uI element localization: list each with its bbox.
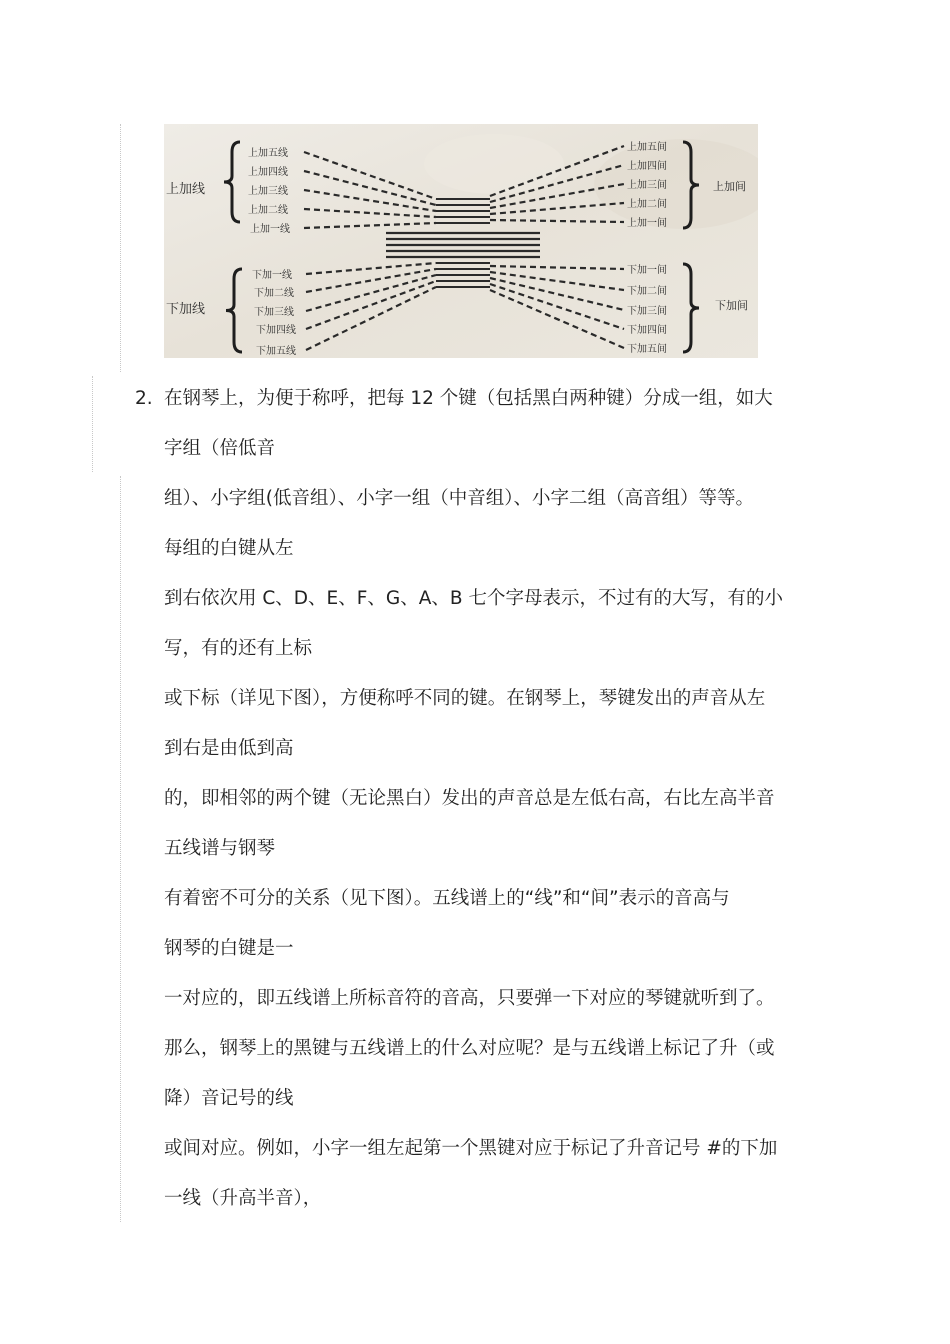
paragraph-line: 一对应的，即五线谱上所标音符的音高，只要弹一下对应的琴键就听到了。 [164,988,775,1009]
diagram-label: 上加五间 [627,142,667,153]
diagram-label: 上加二线 [248,205,288,216]
paragraph-line: 钢琴的白键是一 [164,938,294,959]
paragraph-line: 到右依次用 C、D、E、F、G、A、B 七个字母表示，不过有的大写，有的小 [164,588,783,609]
list-number: 2. [135,388,153,409]
diagram-label: 下加四线 [256,325,296,336]
paragraph-line: 每组的白键从左 [164,538,294,559]
paragraph-line: 一线（升高半音）， [164,1188,322,1209]
paragraph-line: 组）、小字组(低音组）、小字一组（中音组）、小字二组（高音组）等等。 [164,488,754,509]
diagram-label: 下加三线 [254,307,294,318]
diagram-label: 下加五线 [256,346,296,357]
paragraph-line: 在钢琴上，为便于称呼，把每 12 个键（包括黑白两种键）分成一组，如大 [164,388,773,409]
paragraph-line: 那么，钢琴上的黑键与五线谱上的什么对应呢？是与五线谱上标记了升（或 [164,1038,775,1059]
lower-ledger-title: 下加线 [166,302,206,317]
paragraph-line: 到右是由低到高 [164,738,294,759]
paragraph-line: 五线谱与钢琴 [164,838,276,859]
paragraph-line: 字组（倍低音 [164,438,276,459]
upper-space-title: 上加间 [713,180,746,193]
paragraph-line: 或间对应。例如，小字一组左起第一个黑键对应于标记了升音记号 #的下加 [164,1138,778,1159]
diagram-label: 下加四间 [627,325,667,336]
diagram-label: 下加二线 [254,288,294,299]
diagram-label: 下加三间 [627,306,667,317]
margin-guide-mid [92,376,93,472]
paragraph-line: 降）音记号的线 [164,1088,294,1109]
paragraph-line: 有着密不可分的关系（见下图）。五线谱上的“线”和“间”表示的音高与 [164,888,730,909]
lower-space-title: 下加间 [715,299,748,312]
paragraph-line: 写，有的还有上标 [164,638,313,659]
paragraph-line: 的，即相邻的两个键（无论黑白）发出的声音总是左低右高，右比左高半音 [164,788,775,809]
upper-ledger-title: 上加线 [166,182,206,197]
paragraph-line: 或下标（详见下图），方便称呼不同的键。在钢琴上，琴键发出的声音从左 [164,688,766,709]
diagram-label: 上加三间 [627,180,667,191]
diagram-label: 上加四间 [627,161,667,172]
ledger-lines-diagram [164,124,758,358]
diagram-label: 下加五间 [627,344,667,355]
diagram-label: 下加一线 [252,270,292,281]
diagram-label: 上加四线 [248,167,288,178]
diagram-label: 上加二间 [627,199,667,210]
diagram-label: 上加一间 [627,218,667,229]
diagram-label: 上加一线 [250,224,290,235]
diagram-label: 上加三线 [248,186,288,197]
diagram-label: 下加二间 [627,286,667,297]
margin-guide-top [120,124,121,372]
diagram-label: 上加五线 [248,148,288,159]
diagram-label: 下加一间 [627,265,667,276]
margin-guide-bottom [120,476,121,1222]
